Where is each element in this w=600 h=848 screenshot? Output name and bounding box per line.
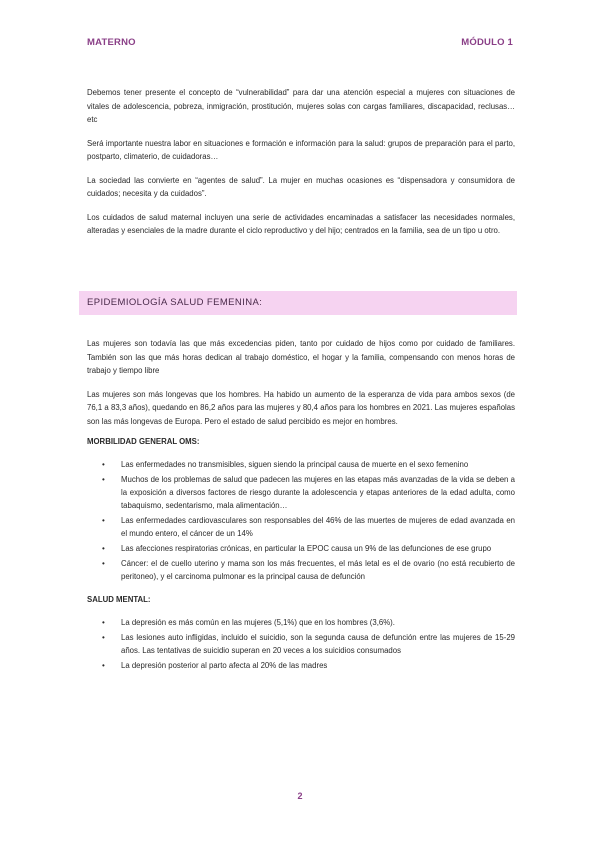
list-item: • Cáncer: el de cuello uterino y mama son los más frecuentes, el más letal es el de ovario (no está recubierto de peritoneo), y el carcinoma pulmonar es la principal causa de defunción: [102, 559, 515, 581]
header-module-label: MÓDULO 1: [461, 37, 513, 48]
epidemiology-section: [87, 337, 515, 672]
section-title: EPIDEMIOLOGÍA SALUD FEMENINA:: [87, 297, 263, 308]
bullet-icon: •: [102, 460, 105, 469]
body-paragraph: Las mujeres son más longevas que los hombres. Ha habido un aumento de la esperanza de vida para ambos sexos (de 76,1 a 83,3 años), quedando en 86,2 años para las mujeres y 80,4 años para los hombres en 2021. Las mujeres españolas son las más longevas de Europa. Pero el estado de salud percibido es mejor en hombres.: [87, 389, 515, 426]
bullet-icon: •: [102, 516, 105, 525]
list-item: • La depresión posterior al parto afecta al 20% de las madres: [102, 661, 328, 670]
list-item: • Las enfermedades no transmisibles, siguen siendo la principal causa de muerte en el sexo femenino: [102, 460, 469, 469]
intro-section: [87, 86, 515, 238]
intro-paragraph: Será importante nuestra labor en situaciones e formación e información para la salud: grupos de preparación para el parto, postparto, climaterio, de cuidadoras…: [87, 138, 515, 161]
list-item: • Las enfermedades cardiovasculares son responsables del 46% de las muertes de mujeres de edad avanzada en el mundo entero, el cáncer de un 14%: [102, 516, 515, 538]
mental-health-list: [87, 616, 515, 672]
section-heading-bar: [79, 291, 517, 315]
bullet-icon: •: [102, 544, 105, 553]
list-item: • Las afecciones respiratorias crónicas, en particular la EPOC causa un 9% de las defunciones de ese grupo: [102, 544, 492, 553]
bullet-icon: •: [102, 633, 105, 642]
bullet-icon: •: [102, 475, 105, 484]
morbidity-heading: MORBILIDAD GENERAL OMS:: [87, 437, 200, 446]
bullet-icon: •: [102, 661, 105, 670]
intro-paragraph: Debemos tener presente el concepto de “vulnerabilidad” para dar una atención especial a mujeres con situaciones de vitales de adolescencia, pobreza, inmigración, prostitución, mujeres solas con cargas familiares, discapacidad, reclusas…etc: [87, 88, 515, 124]
mental-health-heading: SALUD MENTAL:: [87, 595, 151, 604]
page-number: 2: [297, 791, 303, 801]
header-course-title: MATERNO: [87, 37, 136, 48]
morbidity-list: [87, 458, 515, 583]
bullet-icon: •: [102, 618, 105, 627]
bullet-icon: •: [102, 559, 105, 568]
list-item: • La depresión es más común en las mujeres (5,1%) que en los hombres (3,6%).: [102, 618, 395, 627]
body-paragraph: Las mujeres son todavía las que más excedencias piden, tanto por cuidado de hijos como por cuidado de familiares. También son las que más horas dedican al trabajo doméstico, el hogar y la familia, compensando con menos horas de trabajo y tiempo libre: [87, 339, 515, 375]
intro-paragraph: Los cuidados de salud maternal incluyen una serie de actividades encaminadas a satisfacer las necesidades normales, alteradas y esenciales de la madre durante el ciclo reproductivo y del hijo; centrados en la familia, sea de un tipo u otro.: [87, 212, 515, 235]
page-header: [87, 37, 513, 51]
intro-paragraph: La sociedad las convierte en “agentes de salud”. La mujer en muchas ocasiones es “dispensadora y consumidora de cuidados; necesita y da cuidados”.: [87, 175, 515, 198]
list-item: • Las lesiones auto infligidas, incluido el suicidio, son la segunda causa de defunción entre las mujeres de 15-29 años. Las tentativas de suicidio superan en 20 veces a los suicidios consumados: [102, 633, 515, 655]
list-item: • Muchos de los problemas de salud que padecen las mujeres en las etapas más avanzadas de la vida se deben a la exposición a diversos factores de riesgo durante la adolescencia y etapas anteriores de la edad adulta, como tabaquismo, sedentarismo, mala alimentación…: [102, 475, 515, 510]
